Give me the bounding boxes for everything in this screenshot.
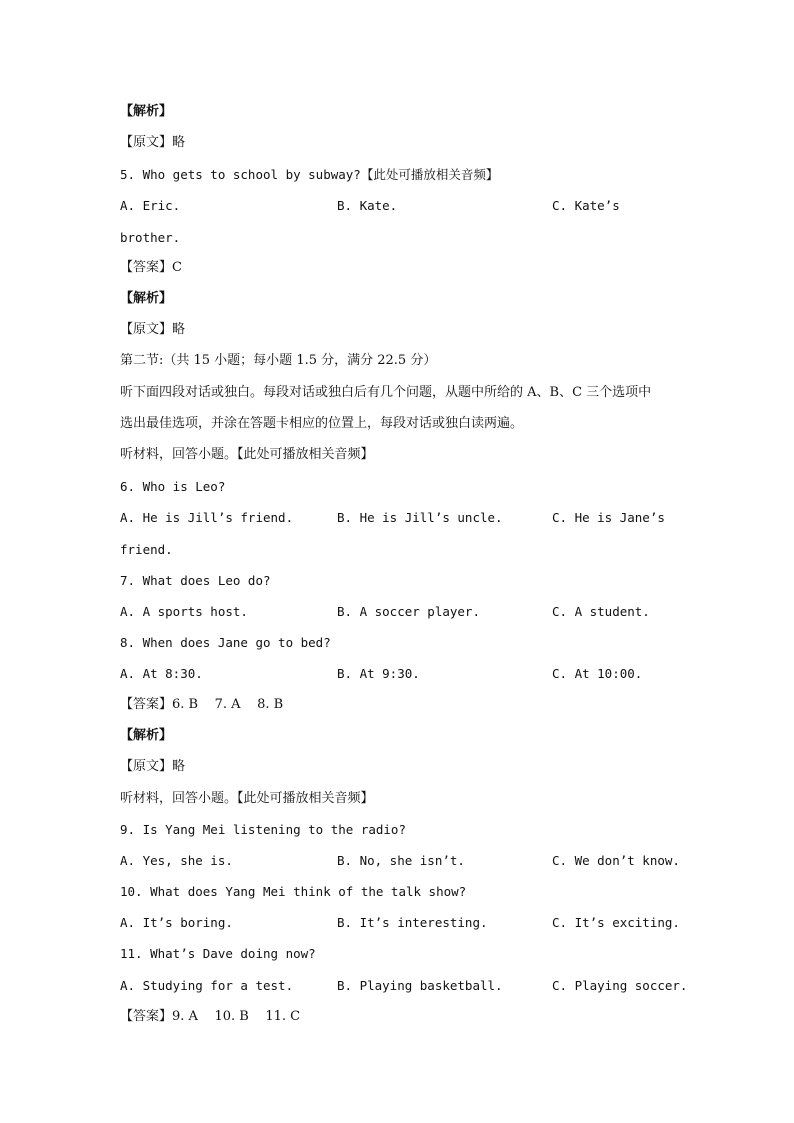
q9-option-c: C. We don’t know.	[552, 853, 680, 868]
analysis-label: 【解析】	[120, 728, 173, 743]
q11-option-b: B. Playing basketball.	[337, 978, 503, 993]
answer-6-8: 【答案】6. B 7. A 8. B	[120, 697, 284, 712]
question-10: 10. What does Yang Mei think of the talk show?	[120, 884, 467, 899]
original-text-label: 【原文】略	[120, 322, 186, 337]
q7-option-a: A. A sports host.	[120, 604, 248, 619]
q6-option-a: A. He is Jill’s friend.	[120, 510, 294, 525]
analysis-label: 【解析】	[120, 104, 173, 119]
q7-option-c: C. A student.	[552, 604, 650, 619]
analysis-label: 【解析】	[120, 291, 173, 306]
question-6: 6. Who is Leo?	[120, 479, 226, 494]
q11-option-a: A. Studying for a test.	[120, 978, 294, 993]
q5-option-c: C. Kate’s	[552, 198, 620, 213]
q8-option-c: C. At 10:00.	[552, 666, 643, 681]
question-5: 5. Who gets to school by subway?【此处可播放相关音频】	[120, 167, 499, 182]
q10-option-c: C. It’s exciting.	[552, 915, 680, 930]
q8-option-b: B. At 9:30.	[337, 666, 420, 681]
q10-option-b: B. It’s interesting.	[337, 915, 488, 930]
q9-option-b: B. No, she isn’t.	[337, 853, 465, 868]
listen-prompt-2: 听材料，回答小题。【此处可播放相关音频】	[120, 791, 374, 806]
answer-9-11: 【答案】9. A 10. B 11. C	[120, 1009, 301, 1024]
q6-option-c: C. He is Jane’s	[552, 510, 665, 525]
question-7: 7. What does Leo do?	[120, 573, 271, 588]
q10-option-a: A. It’s boring.	[120, 915, 233, 930]
section-2-heading: 第二节:（共 15 小题；每小题 1.5 分，满分 22.5 分）	[120, 353, 437, 368]
q6-option-c-continued: friend.	[120, 542, 173, 557]
instructions-line-2: 选出最佳选项，并涂在答题卡相应的位置上，每段对话或独白读两遍。	[120, 416, 524, 431]
question-11: 11. What’s Dave doing now?	[120, 946, 316, 961]
q5-option-b: B. Kate.	[337, 198, 398, 213]
q6-option-b: B. He is Jill’s uncle.	[337, 510, 503, 525]
q5-option-a: A. Eric.	[120, 198, 181, 213]
original-text-label: 【原文】略	[120, 135, 186, 150]
instructions-line-1: 听下面四段对话或独白。每段对话或独白后有几个问题，从题中所给的 A、B、C 三个选项中	[120, 385, 652, 400]
question-8: 8. When does Jane go to bed?	[120, 635, 331, 650]
q7-option-b: B. A soccer player.	[337, 604, 480, 619]
q11-option-c: C. Playing soccer.	[552, 978, 688, 993]
q9-option-a: A. Yes, she is.	[120, 853, 233, 868]
q8-option-a: A. At 8:30.	[120, 666, 203, 681]
original-text-label: 【原文】略	[120, 759, 186, 774]
q5-option-c-continued: brother.	[120, 230, 181, 245]
listen-prompt-1: 听材料，回答小题。【此处可播放相关音频】	[120, 447, 374, 462]
question-9: 9. Is Yang Mei listening to the radio?	[120, 822, 406, 837]
answer-5: 【答案】C	[120, 260, 182, 275]
